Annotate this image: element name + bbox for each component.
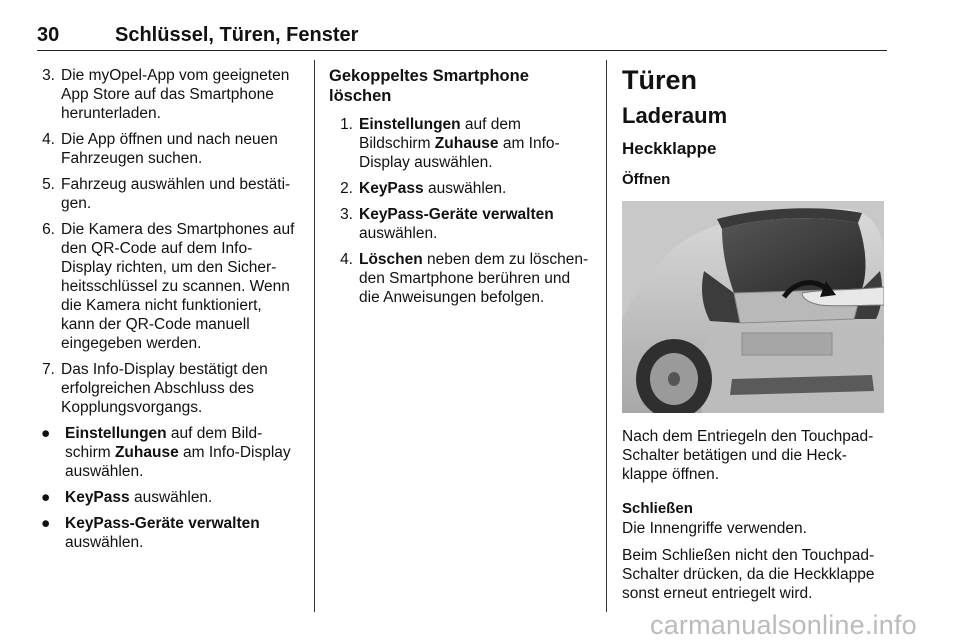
list-item [335,205,593,243]
item-text: am Info-Display auswählen. [359,135,560,171]
topic-title: Heckklappe [622,139,717,158]
middle-column [329,66,593,314]
item-number: 2. [340,180,353,197]
item-number: 7. [42,361,55,378]
bullet-icon: ● [41,425,51,442]
close-heading: Schließen [622,500,693,517]
item-number: 6. [42,221,55,238]
open-instructions: Nach dem Entriegeln den Touchpad-Schalter betätigen und die Heck-klappe öffnen. [622,428,874,483]
bullet-item [37,514,299,552]
close-instructions: Die Innengriffe verwenden. [622,520,807,537]
section-heading: Gekoppeltes Smartphone löschen [329,67,529,105]
list-item [335,250,593,307]
column-divider-right [606,60,607,612]
item-text: auswählen. [423,180,507,197]
item-text: Die App öffnen und nach neuen Fahrzeugen suchen. [61,131,278,167]
item-number: 1. [340,116,353,133]
list-item [37,220,299,353]
ui-term: KeyPass-Geräte verwalten [359,206,554,223]
bullet-icon: ● [41,489,51,506]
item-text: auf dem Bildschirm [359,116,521,152]
bullet-icon: ● [41,515,51,532]
item-text: auswählen. [359,225,438,242]
header-divider [37,50,887,51]
item-number: 5. [42,176,55,193]
ui-term: KeyPass [359,180,424,197]
subsection-title: Laderaum [622,103,728,128]
item-text: Die myOpel-App vom geeigneten App Store auf das Smartphone herunterladen. [61,67,290,122]
ui-term: KeyPass-Geräte verwalten [65,515,260,532]
item-text: Das Info-Display bestätigt den erfolgreichen Abschluss des Kopplungsvorgangs. [61,361,268,416]
list-item [335,179,593,198]
list-item [37,130,299,168]
section-title: Türen [622,65,698,95]
left-column [37,66,299,559]
bullet-text: am Info-Display auswählen. [65,444,291,480]
ui-term: Zuhause [114,444,179,461]
item-text: Die Kamera des Smartphones auf den QR-Code auf dem Info-Display richten, um den Sicher-heitsschlüssel zu scannen. Wenn die Kamera nicht funktioniert, kann der QR-Code manuell eingegeben werden. [61,221,295,352]
item-number: 4. [42,131,55,148]
right-column [622,64,888,612]
list-item [37,360,299,417]
bullet-text: auf dem Bild-schirm [65,425,263,461]
open-heading: Öffnen [622,171,671,188]
chapter-title: Schlüssel, Türen, Fenster [115,24,359,46]
bullet-text: auswählen. [65,534,144,551]
list-item [37,175,299,213]
bullet-text: auswählen. [129,489,213,506]
close-warning: Beim Schließen nicht den Touchpad-Schalter drücken, da die Heckklappe sonst erneut entriegelt wird. [622,547,875,602]
ui-term: Zuhause [434,135,499,152]
ui-term: Einstellungen [65,425,167,442]
list-item [37,66,299,123]
car-rear-tailgate-illustration-icon [622,201,884,413]
item-number: 4. [340,251,353,268]
column-divider-left [314,60,315,612]
bullet-item [37,488,299,507]
list-item [335,115,593,172]
item-text: Fahrzeug auswählen und bestäti-gen. [61,176,291,212]
watermark: carmanualsonline.info [650,610,917,640]
page-header [37,24,887,52]
item-text: neben dem zu löschen-den Smartphone berühren und die Anweisungen befolgen. [359,251,589,306]
item-number: 3. [340,206,353,223]
bullet-item [37,424,299,481]
ui-term: Löschen [359,251,423,268]
ui-term: Einstellungen [359,116,461,133]
page-number: 30 [37,24,60,46]
ui-term: KeyPass [65,489,130,506]
item-number: 3. [42,67,55,84]
